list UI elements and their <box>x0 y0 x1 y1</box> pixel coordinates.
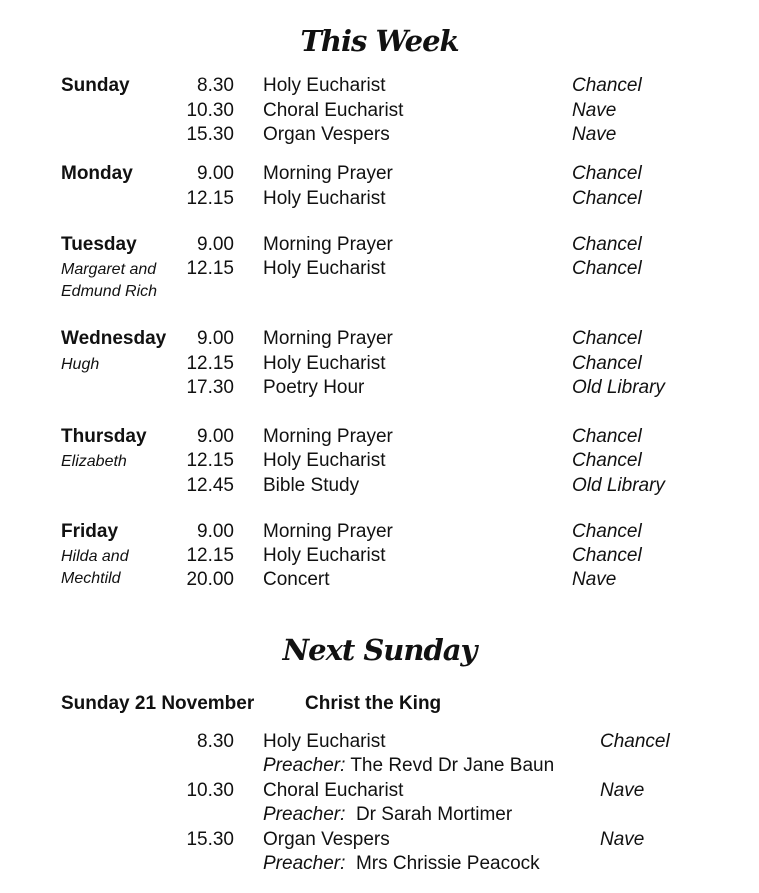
preacher-label: Preacher: <box>263 755 346 776</box>
service-time: 12.45 <box>186 475 234 496</box>
service-name: Holy Eucharist <box>263 353 386 374</box>
service-time: 9.00 <box>197 234 234 255</box>
service-time: 10.30 <box>186 780 234 801</box>
service-time: 12.15 <box>186 450 234 471</box>
day-name: Thursday <box>61 426 147 447</box>
service-time: 20.00 <box>186 569 234 590</box>
this-week-heading: This Week <box>300 24 459 58</box>
service-name: Holy Eucharist <box>263 450 386 471</box>
service-name: Holy Eucharist <box>263 75 386 96</box>
service-name: Bible Study <box>263 475 360 496</box>
service-location: Chancel <box>572 258 642 279</box>
day-name: Sunday <box>61 75 130 96</box>
service-location: Chancel <box>572 353 642 374</box>
service-name: Holy Eucharist <box>263 545 386 566</box>
service-location: Chancel <box>572 426 642 447</box>
preacher-line <box>263 804 512 826</box>
service-name: Organ Vespers <box>263 124 390 145</box>
service-name: Organ Vespers <box>263 829 390 850</box>
service-location: Chancel <box>600 731 670 752</box>
preacher-name: Dr Sarah Mortimer <box>355 804 513 825</box>
service-location: Old Library <box>572 475 665 496</box>
service-location: Nave <box>572 124 617 145</box>
service-location: Chancel <box>572 188 642 209</box>
service-location: Chancel <box>572 163 642 184</box>
service-name: Morning Prayer <box>263 521 393 542</box>
saint-commemoration: Margaret and Edmund Rich <box>61 261 158 300</box>
service-name: Concert <box>263 569 330 590</box>
next-sunday-date: Sunday 21 November <box>61 693 255 714</box>
service-name: Holy Eucharist <box>263 188 386 209</box>
preacher-line <box>263 853 540 875</box>
saint-commemoration: Hilda and Mechtild <box>61 548 129 587</box>
service-time: 9.00 <box>197 328 234 349</box>
day-name: Monday <box>61 163 133 184</box>
service-time: 12.15 <box>186 258 234 279</box>
day-name: Tuesday <box>61 234 137 255</box>
service-time: 9.00 <box>197 163 234 184</box>
service-location: Nave <box>572 569 617 590</box>
service-location: Nave <box>572 100 617 121</box>
day-name: Friday <box>61 521 119 542</box>
service-location: Nave <box>600 829 645 850</box>
saint-commemoration: Elizabeth <box>61 453 127 470</box>
service-name: Poetry Hour <box>263 377 365 398</box>
service-name: Morning Prayer <box>263 426 393 447</box>
preacher-line <box>263 755 554 777</box>
service-name: Holy Eucharist <box>263 258 386 279</box>
service-time: 8.30 <box>197 75 234 96</box>
service-name: Morning Prayer <box>263 163 393 184</box>
service-location: Chancel <box>572 545 642 566</box>
service-location: Nave <box>600 780 645 801</box>
preacher-name: The Revd Dr Jane Baun <box>350 755 555 776</box>
service-location: Chancel <box>572 521 642 542</box>
preacher-label: Preacher: <box>263 853 346 874</box>
service-location: Chancel <box>572 234 642 255</box>
service-time: 15.30 <box>186 124 234 145</box>
service-name: Choral Eucharist <box>263 780 404 801</box>
service-time: 12.15 <box>186 353 234 374</box>
service-time: 10.30 <box>186 100 234 121</box>
service-name: Morning Prayer <box>263 234 393 255</box>
saint-commemoration: Hugh <box>61 356 100 373</box>
service-location: Chancel <box>572 450 642 471</box>
service-location: Chancel <box>572 75 642 96</box>
day-name: Wednesday <box>61 328 167 349</box>
service-time: 15.30 <box>186 829 234 850</box>
preacher-name: Mrs Chrissie Peacock <box>355 853 540 874</box>
service-time: 9.00 <box>197 426 234 447</box>
service-time: 12.15 <box>186 545 234 566</box>
service-time: 8.30 <box>197 731 234 752</box>
service-time: 12.15 <box>186 188 234 209</box>
preacher-label: Preacher: <box>263 804 346 825</box>
next-sunday-heading: Next Sunday <box>282 633 477 667</box>
service-name: Holy Eucharist <box>263 731 386 752</box>
next-sunday-feast: Christ the King <box>305 693 442 714</box>
service-location: Chancel <box>572 328 642 349</box>
service-name: Choral Eucharist <box>263 100 404 121</box>
service-time: 9.00 <box>197 521 234 542</box>
service-name: Morning Prayer <box>263 328 393 349</box>
service-time: 17.30 <box>186 377 234 398</box>
service-location: Old Library <box>572 377 665 398</box>
